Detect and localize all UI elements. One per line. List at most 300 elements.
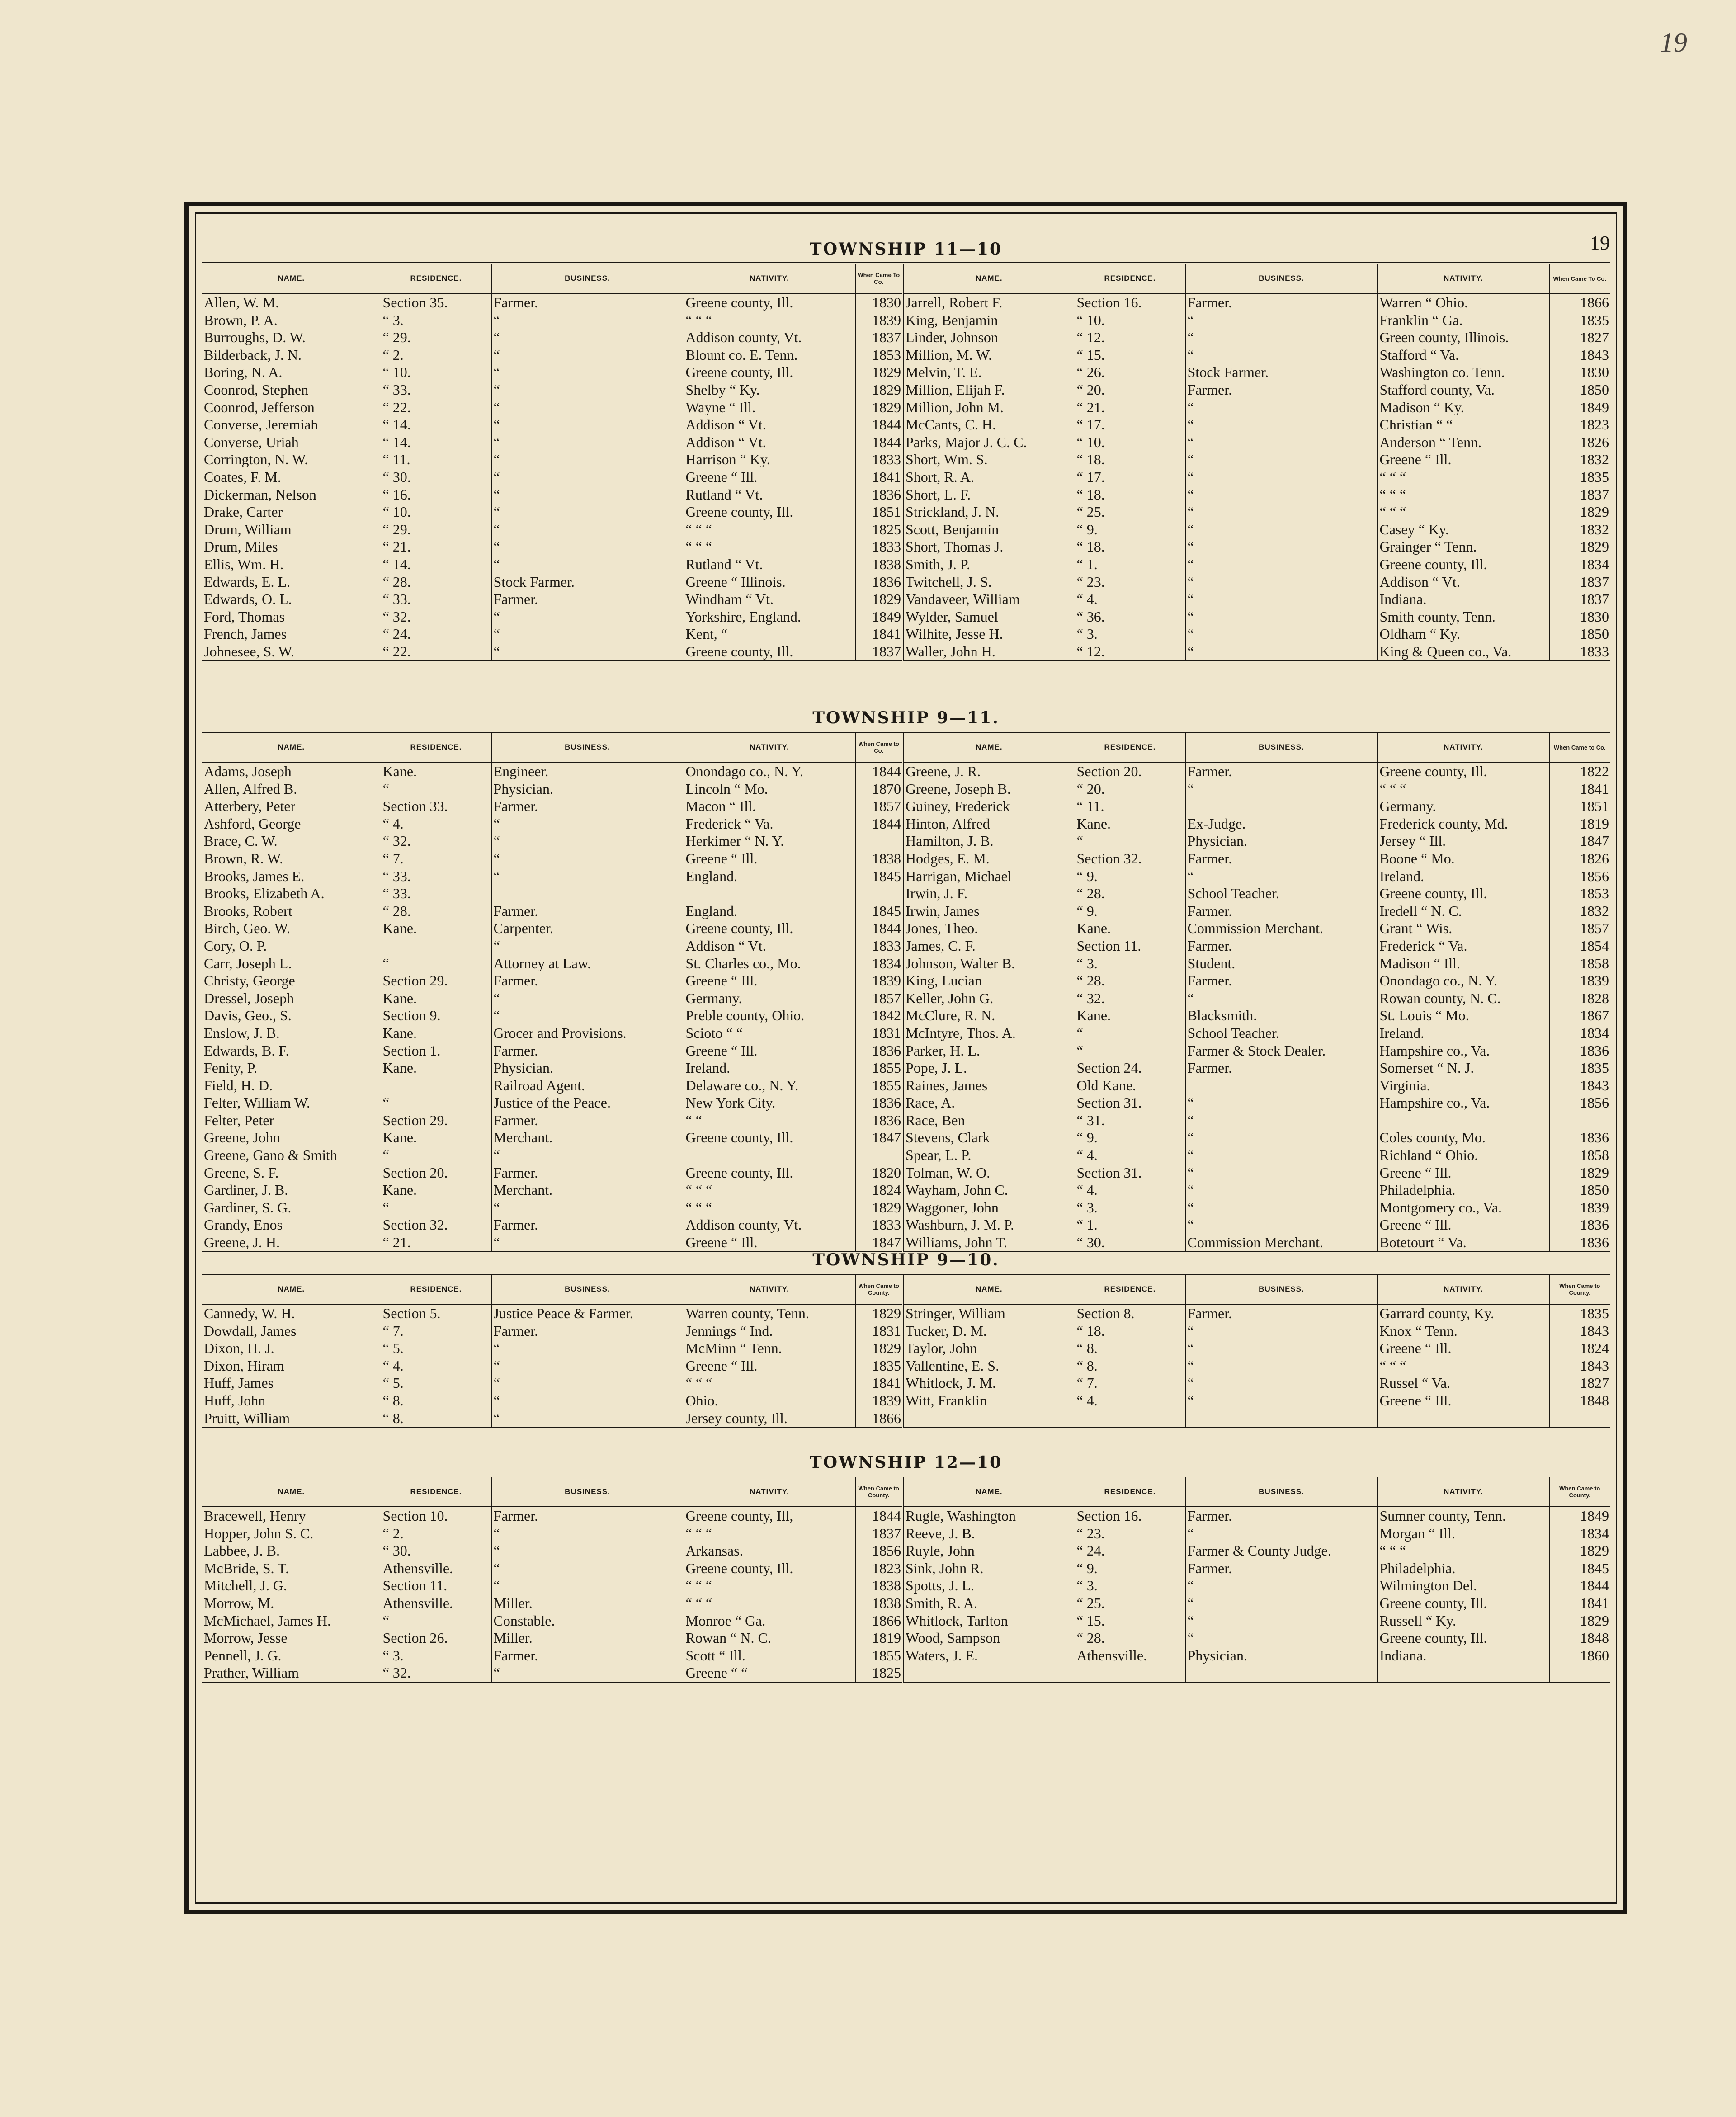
cell-residence: Kane.	[381, 1059, 491, 1077]
cell-year: 1836	[855, 1042, 903, 1060]
cell-name: Stringer, William	[903, 1304, 1075, 1322]
cell-year: 1832	[1549, 451, 1610, 468]
cell-business: “	[1185, 1357, 1377, 1375]
cell-year: 1855	[855, 1077, 903, 1094]
cell-nativity: Madison “ Ill.	[1377, 955, 1549, 972]
cell-business: “	[1185, 990, 1377, 1007]
cell-nativity: Addison “ Vt.	[684, 434, 855, 451]
cell-name: Brooks, Elizabeth A.	[204, 885, 325, 902]
cell-residence: “ 1.	[1075, 556, 1185, 573]
cell-nativity: Germany.	[684, 990, 855, 1007]
table-row	[202, 503, 1610, 521]
table-row	[202, 399, 1610, 416]
cell-business: Farmer.	[491, 1507, 684, 1525]
cell-name: Taylor, John	[903, 1339, 1075, 1357]
cell-name: McIntyre, Thos. A.	[903, 1024, 1075, 1042]
column-header-nativity: NATIVITY.	[1377, 263, 1549, 293]
cell-business: “	[491, 381, 684, 399]
cell-nativity: Preble county, Ohio.	[684, 1007, 855, 1024]
cell-nativity: Kent, “	[684, 625, 855, 643]
cell-residence: Section 16.	[1075, 1507, 1185, 1525]
cell-year: 1841	[855, 468, 903, 486]
table-row	[202, 329, 1610, 346]
cell-nativity: Smith county, Tenn.	[1377, 608, 1549, 626]
cell-residence: Section 5.	[381, 1304, 491, 1322]
column-header-when-came: When Came to Co.	[855, 732, 903, 762]
cell-year: 1843	[1549, 1077, 1610, 1094]
cell-name: Huff, John	[204, 1392, 266, 1409]
cell-residence: Section 16.	[1075, 293, 1185, 311]
column-header-business: BUSINESS.	[491, 263, 684, 293]
cell-year: 1844	[855, 919, 903, 937]
cell-residence: “ 24.	[1075, 1542, 1185, 1560]
cell-nativity: Greene “ Ill.	[1377, 1392, 1549, 1410]
cell-name: Spotts, J. L.	[903, 1577, 1075, 1594]
cell-nativity: Washington co. Tenn.	[1377, 363, 1549, 381]
cell-residence: “ 8.	[381, 1392, 491, 1410]
cell-business: Grocer and Provisions.	[491, 1024, 684, 1042]
cell-residence: “ 14.	[381, 556, 491, 573]
table-row	[202, 590, 1610, 608]
cell-nativity: Stafford “ Va.	[1377, 346, 1549, 364]
cell-name: Dressel, Joseph	[204, 990, 294, 1006]
cell-business: “	[491, 1146, 684, 1164]
cell-nativity: Madison “ Ky.	[1377, 399, 1549, 416]
cell-year: 1831	[855, 1024, 903, 1042]
cell-residence: “ 9.	[1075, 521, 1185, 538]
cell-nativity: Rowan county, N. C.	[1377, 990, 1549, 1007]
cell-residence: “ 20.	[1075, 381, 1185, 399]
cell-business: Farmer.	[491, 293, 684, 311]
column-header-residence: RESIDENCE.	[1075, 732, 1185, 762]
cell-name: Gardiner, J. B.	[204, 1182, 288, 1198]
cell-year: 1824	[1549, 1339, 1610, 1357]
cell-name: Twitchell, J. S.	[903, 573, 1075, 591]
cell-nativity: Philadelphia.	[1377, 1181, 1549, 1199]
cell-nativity: “ “ “	[1377, 1542, 1549, 1560]
cell-business: “	[1185, 311, 1377, 329]
cell-year: 1837	[1549, 573, 1610, 591]
cell-business: Farmer.	[491, 1647, 684, 1664]
cell-year: 1829	[1549, 503, 1610, 521]
table-row	[202, 1560, 1610, 1577]
cell-residence: Section 11.	[381, 1577, 491, 1594]
table-row	[202, 1129, 1610, 1146]
table-row	[202, 1525, 1610, 1542]
cell-year: 1851	[855, 503, 903, 521]
cell-residence: “ 9.	[1075, 868, 1185, 885]
column-header-residence: RESIDENCE.	[1075, 1274, 1185, 1304]
cell-year: 1835	[1549, 468, 1610, 486]
cell-year: 1836	[1549, 1216, 1610, 1234]
cell-residence: “ 10.	[381, 363, 491, 381]
cell-name: Drake, Carter	[204, 504, 283, 520]
cell-residence: Section 11.	[1075, 937, 1185, 955]
cell-year: 1857	[1549, 919, 1610, 937]
cell-residence: Section 10.	[381, 1507, 491, 1525]
cell-year: 1845	[1549, 1560, 1610, 1577]
cell-name: Edwards, B. F.	[204, 1042, 289, 1059]
directory-frame	[184, 202, 1628, 1914]
cell-residence: “ 33.	[381, 590, 491, 608]
cell-name: King, Lucian	[903, 972, 1075, 990]
cell-nativity: Addison “ Vt.	[684, 416, 855, 434]
cell-nativity: “ “	[684, 1112, 855, 1129]
cell-name: Vandaveer, William	[903, 590, 1075, 608]
cell-business: “	[1185, 643, 1377, 661]
cell-residence: “ 8.	[381, 1410, 491, 1428]
cell-name: Parker, H. L.	[903, 1042, 1075, 1060]
cell-name: Ellis, Wm. H.	[204, 556, 284, 572]
cell-name: Short, Thomas J.	[903, 538, 1075, 556]
column-header-business: BUSINESS.	[1185, 732, 1377, 762]
cell-name: Greene, S. F.	[204, 1164, 279, 1181]
cell-business: “	[1185, 399, 1377, 416]
cell-nativity: Rutland “ Vt.	[684, 486, 855, 504]
cell-name: Dickerman, Nelson	[204, 486, 316, 503]
cell-nativity: Arkansas.	[684, 1542, 855, 1560]
cell-residence: “	[1075, 1024, 1185, 1042]
table-row	[202, 434, 1610, 451]
cell-residence: “ 3.	[1075, 1199, 1185, 1216]
table-row	[202, 1507, 1610, 1525]
cell-business	[1185, 1077, 1377, 1094]
column-header-residence: RESIDENCE.	[381, 263, 491, 293]
cell-residence	[1075, 1664, 1185, 1682]
cell-residence: Old Kane.	[1075, 1077, 1185, 1094]
cell-name: Corrington, N. W.	[204, 451, 308, 468]
table-row	[202, 1629, 1610, 1647]
cell-year: 1835	[1549, 1304, 1610, 1322]
table-row	[202, 1594, 1610, 1612]
cell-name: Davis, Geo., S.	[204, 1007, 292, 1024]
cell-year: 1850	[1549, 1181, 1610, 1199]
table-row	[202, 625, 1610, 643]
cell-name: Short, Wm. S.	[903, 451, 1075, 468]
cell-nativity: Greene county, Ill,	[684, 1507, 855, 1525]
cell-name: Edwards, E. L.	[204, 573, 291, 590]
cell-year: 1854	[1549, 937, 1610, 955]
cell-name: Converse, Jeremiah	[204, 416, 318, 433]
cell-business: “	[491, 832, 684, 850]
cell-year: 1848	[1549, 1629, 1610, 1647]
cell-year: 1843	[1549, 1357, 1610, 1375]
column-header-nativity: NATIVITY.	[1377, 1274, 1549, 1304]
cell-business: Justice Peace & Farmer.	[491, 1304, 684, 1322]
cell-nativity: Greene county, Ill.	[1377, 762, 1549, 780]
cell-residence: “ 29.	[381, 521, 491, 538]
cell-nativity: Oldham “ Ky.	[1377, 625, 1549, 643]
cell-business: “	[491, 521, 684, 538]
cell-residence: “ 17.	[1075, 468, 1185, 486]
cell-year: 1832	[1549, 521, 1610, 538]
cell-name: Race, A.	[903, 1094, 1075, 1112]
cell-name: Raines, James	[903, 1077, 1075, 1094]
table-row	[202, 608, 1610, 626]
cell-nativity: Greene county, Ill.	[684, 1560, 855, 1577]
cell-residence: Section 31.	[1075, 1094, 1185, 1112]
cell-name: Drum, William	[204, 521, 292, 538]
cell-business: Miller.	[491, 1629, 684, 1647]
table-row	[202, 1410, 1610, 1428]
cell-residence: “ 4.	[1075, 1146, 1185, 1164]
cell-year: 1830	[1549, 363, 1610, 381]
cell-residence	[381, 937, 491, 955]
cell-residence: “ 11.	[381, 451, 491, 468]
cell-nativity	[684, 1146, 855, 1164]
cell-nativity: St. Charles co., Mo.	[684, 955, 855, 972]
cell-residence: “ 3.	[1075, 1577, 1185, 1594]
cell-residence: “ 21.	[1075, 399, 1185, 416]
cell-nativity: “ “ “	[1377, 503, 1549, 521]
cell-year: 1834	[1549, 1024, 1610, 1042]
cell-residence: “ 10.	[381, 503, 491, 521]
cell-residence	[1075, 1410, 1185, 1428]
cell-residence: “ 8.	[1075, 1357, 1185, 1375]
cell-nativity: Grant “ Wis.	[1377, 919, 1549, 937]
table-row	[202, 1664, 1610, 1682]
cell-nativity: Franklin “ Ga.	[1377, 311, 1549, 329]
cell-business: “	[491, 1577, 684, 1594]
cell-year: 1839	[1549, 972, 1610, 990]
cell-year: 1857	[855, 797, 903, 815]
cell-nativity: Somerset “ N. J.	[1377, 1059, 1549, 1077]
cell-nativity: Indiana.	[1377, 1647, 1549, 1664]
cell-residence: Athensville.	[381, 1594, 491, 1612]
column-header-name: NAME.	[903, 732, 1075, 762]
cell-nativity: Greene “ “	[684, 1664, 855, 1682]
cell-business: “	[491, 451, 684, 468]
column-header-nativity: NATIVITY.	[1377, 1476, 1549, 1507]
cell-nativity: Greene “ Ill.	[684, 1234, 855, 1252]
cell-business: “	[491, 937, 684, 955]
cell-residence: “ 20.	[1075, 780, 1185, 798]
cell-year	[855, 885, 903, 902]
cell-business: “	[491, 1542, 684, 1560]
cell-business: “	[491, 538, 684, 556]
cell-year: 1847	[1549, 832, 1610, 850]
cell-nativity: Frederick “ Va.	[684, 815, 855, 833]
cell-year: 1850	[1549, 381, 1610, 399]
cell-year: 1831	[855, 1322, 903, 1340]
cell-name: Strickland, J. N.	[903, 503, 1075, 521]
cell-nativity: Rutland “ Vt.	[684, 556, 855, 573]
cell-name: Dowdall, James	[204, 1322, 297, 1339]
cell-residence: “ 28.	[381, 573, 491, 591]
cell-year: 1836	[1549, 1129, 1610, 1146]
cell-year: 1844	[855, 416, 903, 434]
cell-residence: “	[1075, 1042, 1185, 1060]
cell-business: Commission Merchant.	[1185, 919, 1377, 937]
column-header-nativity: NATIVITY.	[1377, 732, 1549, 762]
table-row	[202, 937, 1610, 955]
cell-nativity: Greene “ Ill.	[1377, 1339, 1549, 1357]
cell-year: 1839	[855, 311, 903, 329]
cell-nativity: England.	[684, 902, 855, 920]
column-header-business: BUSINESS.	[1185, 263, 1377, 293]
column-header-residence: RESIDENCE.	[381, 1476, 491, 1507]
cell-residence: “ 21.	[381, 1234, 491, 1252]
cell-nativity	[1377, 1410, 1549, 1428]
cell-nativity: Casey “ Ky.	[1377, 521, 1549, 538]
cell-year: 1833	[855, 1216, 903, 1234]
cell-nativity: Jersey “ Ill.	[1377, 832, 1549, 850]
cell-business: “	[1185, 868, 1377, 885]
cell-residence: “ 32.	[381, 1664, 491, 1682]
cell-residence: Athensville.	[1075, 1647, 1185, 1664]
cell-name: King, Benjamin	[903, 311, 1075, 329]
cell-residence: “ 33.	[381, 885, 491, 902]
cell-business: “	[491, 850, 684, 868]
cell-business: “	[1185, 451, 1377, 468]
cell-residence: “ 10.	[1075, 434, 1185, 451]
cell-nativity: Windham “ Vt.	[684, 590, 855, 608]
cell-name: Atterbery, Peter	[204, 798, 296, 815]
cell-name: Morrow, M.	[204, 1594, 274, 1611]
cell-nativity: “ “ “	[684, 521, 855, 538]
cell-nativity	[684, 885, 855, 902]
cell-business: “	[491, 1392, 684, 1410]
table-row	[202, 1357, 1610, 1375]
township-table	[202, 731, 1610, 1252]
township-section	[202, 229, 1610, 661]
cell-name: Fenity, P.	[204, 1060, 257, 1076]
cell-residence: “ 7.	[1075, 1374, 1185, 1392]
cell-year: 1841	[1549, 1594, 1610, 1612]
cell-year: 1829	[855, 399, 903, 416]
table-row	[202, 919, 1610, 937]
cell-year: 1845	[855, 902, 903, 920]
cell-business: “	[491, 1199, 684, 1216]
cell-nativity: Frederick “ Va.	[1377, 937, 1549, 955]
column-header-when-came: When Came to County.	[1549, 1476, 1610, 1507]
cell-nativity: “ “ “	[1377, 1357, 1549, 1375]
cell-business: Merchant.	[491, 1181, 684, 1199]
cell-name: Greene, Gano & Smith	[204, 1147, 338, 1164]
cell-business: “	[1185, 468, 1377, 486]
cell-name: Smith, R. A.	[903, 1594, 1075, 1612]
cell-name: Felter, Peter	[204, 1112, 274, 1128]
cell-business: Justice of the Peace.	[491, 1094, 684, 1112]
cell-nativity: Herkimer “ N. Y.	[684, 832, 855, 850]
cell-name: Smith, J. P.	[903, 556, 1075, 573]
table-row	[202, 1146, 1610, 1164]
cell-business: “	[1185, 521, 1377, 538]
cell-business: Farmer.	[491, 1216, 684, 1234]
cell-year: 1826	[1549, 850, 1610, 868]
table-row	[202, 1392, 1610, 1410]
cell-residence: “ 28.	[1075, 885, 1185, 902]
cell-residence: “ 9.	[1075, 1560, 1185, 1577]
column-header-name: NAME.	[202, 732, 381, 762]
cell-business: Engineer.	[491, 762, 684, 780]
cell-residence: “ 23.	[1075, 1525, 1185, 1542]
cell-name: Keller, John G.	[903, 990, 1075, 1007]
cell-residence: “ 21.	[381, 538, 491, 556]
cell-business: “	[491, 868, 684, 885]
cell-name: Melvin, T. E.	[903, 363, 1075, 381]
cell-name: Brown, R. W.	[204, 850, 283, 867]
cell-nativity: Greene county, Ill.	[1377, 556, 1549, 573]
cell-residence: “ 33.	[381, 381, 491, 399]
table-row	[202, 1007, 1610, 1024]
cell-nativity: Warren county, Tenn.	[684, 1304, 855, 1322]
cell-year: 1825	[855, 521, 903, 538]
column-header-when-came: When Came to Co.	[1549, 732, 1610, 762]
table-row	[202, 780, 1610, 798]
cell-name: Coonrod, Jefferson	[204, 399, 315, 415]
column-header-business: BUSINESS.	[491, 1476, 684, 1507]
cell-name: Coonrod, Stephen	[204, 381, 309, 398]
table-row	[202, 363, 1610, 381]
table-row	[202, 1024, 1610, 1042]
cell-year: 1838	[855, 1577, 903, 1594]
cell-nativity: “ “ “	[684, 1374, 855, 1392]
cell-nativity: Grainger “ Tenn.	[1377, 538, 1549, 556]
cell-name: Enslow, J. B.	[204, 1024, 280, 1041]
cell-residence: “ 12.	[1075, 643, 1185, 661]
cell-name: Brooks, James E.	[204, 868, 305, 884]
cell-name: Rugle, Washington	[903, 1507, 1075, 1525]
cell-business: “	[1185, 1392, 1377, 1410]
cell-residence: “ 32.	[1075, 990, 1185, 1007]
cell-year: 1834	[1549, 1525, 1610, 1542]
cell-year: 1829	[855, 363, 903, 381]
cell-residence: “ 29.	[381, 329, 491, 346]
cell-business: “	[491, 311, 684, 329]
cell-nativity	[1377, 1664, 1549, 1682]
cell-name: Huff, James	[204, 1375, 274, 1391]
cell-business: “	[491, 486, 684, 504]
cell-nativity: Greene county, Ill.	[1377, 885, 1549, 902]
cell-year: 1834	[1549, 556, 1610, 573]
cell-name: Whitlock, Tarlton	[903, 1612, 1075, 1630]
cell-residence: “ 30.	[381, 1542, 491, 1560]
cell-year: 1829	[1549, 1542, 1610, 1560]
cell-residence: Section 35.	[381, 293, 491, 311]
cell-nativity: Onondago co., N. Y.	[1377, 972, 1549, 990]
cell-name: Wilhite, Jesse H.	[903, 625, 1075, 643]
cell-year: 1824	[855, 1181, 903, 1199]
cell-name: Waller, John H.	[903, 643, 1075, 661]
cell-year: 1829	[1549, 1164, 1610, 1182]
cell-name: Greene, J. H.	[202, 1234, 381, 1252]
cell-business: Physician.	[491, 1059, 684, 1077]
cell-name: Million, Elijah F.	[903, 381, 1075, 399]
cell-residence: Section 26.	[381, 1629, 491, 1647]
column-header-business: BUSINESS.	[1185, 1476, 1377, 1507]
table-row	[202, 1322, 1610, 1340]
cell-business: Farmer.	[491, 1164, 684, 1182]
cell-nativity: Frederick county, Md.	[1377, 815, 1549, 833]
cell-nativity: Scott “ Ill.	[684, 1647, 855, 1664]
cell-year: 1839	[855, 972, 903, 990]
cell-year: 1841	[855, 1374, 903, 1392]
cell-name	[903, 1410, 1075, 1428]
table-row	[202, 972, 1610, 990]
cell-nativity: Greene county, Ill.	[684, 919, 855, 937]
cell-residence: “ 26.	[1075, 363, 1185, 381]
table-row	[202, 1042, 1610, 1060]
table-row	[202, 1181, 1610, 1199]
cell-residence: “ 1.	[1075, 1216, 1185, 1234]
cell-name: Wayham, John C.	[903, 1181, 1075, 1199]
cell-nativity: “ “ “	[684, 1199, 855, 1216]
cell-nativity: Philadelphia.	[1377, 1560, 1549, 1577]
cell-year: 1829	[855, 1304, 903, 1322]
cell-year: 1847	[855, 1129, 903, 1146]
cell-year: 1856	[1549, 1094, 1610, 1112]
